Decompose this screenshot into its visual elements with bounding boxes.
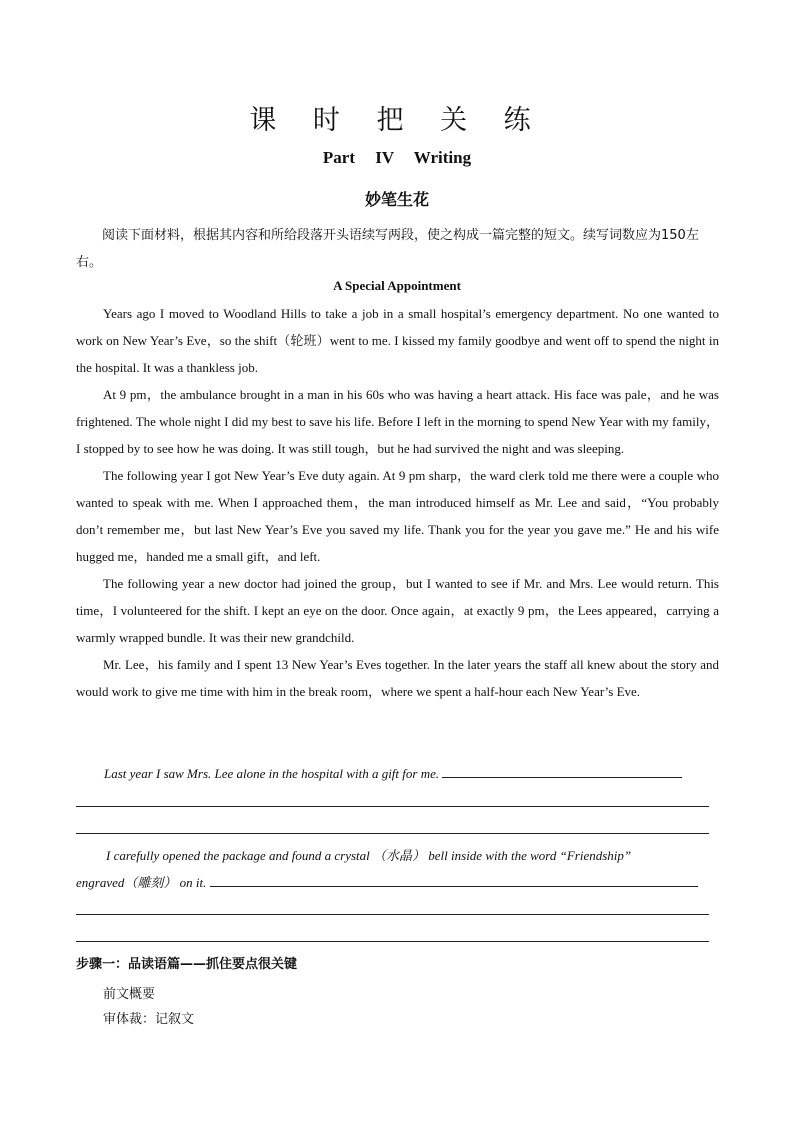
section-heading: 妙笔生花 bbox=[364, 190, 429, 209]
page-title: 课 时 把 关 练 bbox=[249, 105, 545, 136]
writing-line[interactable] bbox=[76, 806, 709, 807]
story-paragraph: The following year I got New Year’s Eve duty again. At 9 pm sharp，the ward clerk told me there were a couple who wanted to speak with me. When I approached them，the man introduced himself as Mr. Lee and said，“You probably don’t remember me，but last New Year’s Eve you saved my life. Thank you for the year you gave me.” He and his wife hugged me，handed me a small gift，and left. bbox=[76, 468, 719, 564]
continuation-prompt-2 bbox=[76, 869, 710, 896]
continuation-opening-2-end: engraved（雕刻） on it. bbox=[76, 875, 207, 890]
writing-line[interactable] bbox=[210, 876, 698, 887]
writing-line[interactable] bbox=[442, 767, 682, 778]
story-paragraph: The following year a new doctor had joined the group，but I wanted to see if Mr. and Mrs. Lee would return. This time，I volunteered for the shift. I kept an eye on the door. Once again，at exactly 9 pm，the Lees appeared，carrying a warmly wrapped bundle. It was their new grandchild. bbox=[76, 576, 719, 645]
writing-line[interactable] bbox=[76, 941, 709, 942]
step-heading: 步骤一：品读语篇——抓住要点很关键 bbox=[76, 957, 298, 972]
continuation-opening-1: Last year I saw Mrs. Lee alone in the hospital with a gift for me. bbox=[104, 766, 440, 781]
continuation-prompt-1 bbox=[76, 760, 710, 787]
step-item: 审体裁：记叙文 bbox=[103, 1012, 195, 1027]
story-paragraph: Years ago I moved to Woodland Hills to take a job in a small hospital’s emergency department. No one wanted to work on New Year’s Eve，so the shift（轮班）went to me. I kissed my family goodbye and went off to spend the night in the hospital. It was a thankless job. bbox=[76, 306, 719, 375]
section-subtitle: Part IV Writing bbox=[322, 148, 472, 167]
story-paragraph: Mr. Lee，his family and I spent 13 New Year’s Eves together. In the later years the staff all knew about the story and would work to give me time with him in the break room，where we spent a half-hour each New Year’s Eve. bbox=[76, 657, 719, 699]
story-title: A Special Appointment bbox=[333, 278, 461, 293]
continuation-opening-2: I carefully opened the package and found a crystal （水晶） bell inside with the word “Friendship” bbox=[106, 848, 632, 863]
instruction-text: 阅读下面材料，根据其内容和所给段落开头语续写两段，使之构成一篇完整的短文。续写词数应为150左右。 bbox=[76, 228, 699, 270]
writing-line[interactable] bbox=[76, 833, 709, 834]
story-paragraph: At 9 pm，the ambulance brought in a man in his 60s who was having a heart attack. His face was pale，and he was frightened. The whole night I did my best to save his life. Before I left in the morning to spend New Year with my family，I stopped by to see how he was doing. It was still tough，but he had survived the night and was sleeping. bbox=[76, 387, 719, 456]
step-item: 前文概要 bbox=[103, 987, 156, 1002]
writing-line[interactable] bbox=[76, 914, 709, 915]
story-body bbox=[76, 300, 719, 705]
